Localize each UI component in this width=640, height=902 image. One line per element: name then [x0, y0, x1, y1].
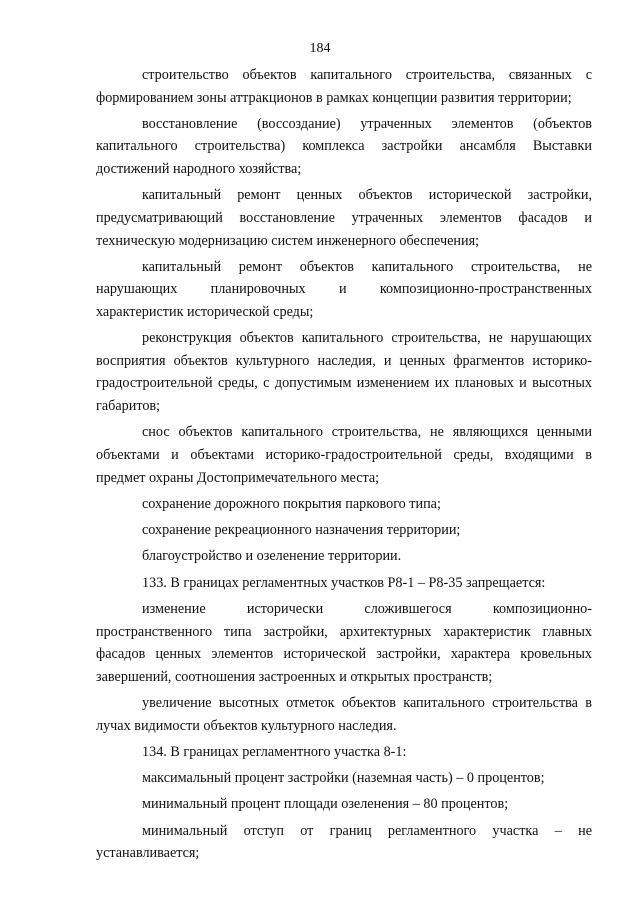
document-body [96, 64, 592, 869]
paragraph: строительство объектов капитального строительства, связанных с формированием зоны аттракционов в рамках концепции развития территории; [96, 67, 592, 106]
page-number: 184 [309, 41, 331, 56]
paragraph: благоустройство и озеленение территории. [142, 548, 402, 565]
paragraph: капитальный ремонт объектов капитального строительства, не нарушающих планировочных и композиционно-пространственных характеристик исторической среды; [96, 258, 592, 320]
paragraph: изменение исторически сложившегося композиционно-пространственного типа застройки, архитектурных характеристик главных фасадов ценных элементов исторической застройки, характера кровельных завершений, соотношения застроенных и открытых пространств; [96, 600, 592, 685]
paragraph: реконструкция объектов капитального строительства, не нарушающих восприятия объектов культурного наследия, и ценных фрагментов историко-градостроительной среды, с допустимым изменением их плановых и высотных габаритов; [96, 330, 592, 415]
paragraph: сохранение рекреационного назначения территории; [142, 522, 461, 539]
paragraph: максимальный процент застройки (наземная часть) – 0 процентов; [142, 770, 545, 787]
paragraph: увеличение высотных отметок объектов капитального строительства в лучах видимости объектов культурного наследия. [96, 695, 592, 734]
section-item-134: 134. В границах регламентного участка 8-1: [142, 743, 407, 760]
paragraph: минимальный процент площади озеленения – 80 процентов; [142, 796, 509, 813]
section-item-133: 133. В границах регламентных участков Р8-1 – Р8-35 запрещается: [142, 574, 546, 591]
paragraph: сохранение дорожного покрытия паркового типа; [142, 495, 441, 512]
paragraph: восстановление (воссоздание) утраченных элементов (объектов капитального строительства) комплекса застройки ансамбля Выставки достижений народного хозяйства; [96, 115, 592, 178]
paragraph: минимальный отступ от границ регламентного участка – не устанавливается; [96, 822, 592, 862]
paragraph: снос объектов капитального строительства, не являющихся ценными объектами и объектами историко-градостроительной среды, входящими в предмет охраны Достопримечательного места; [96, 424, 592, 486]
paragraph: капитальный ремонт ценных объектов исторической застройки, предусматривающий восстановление утраченных элементов фасадов и техническую модернизацию систем инженерного обеспечения; [96, 187, 592, 249]
